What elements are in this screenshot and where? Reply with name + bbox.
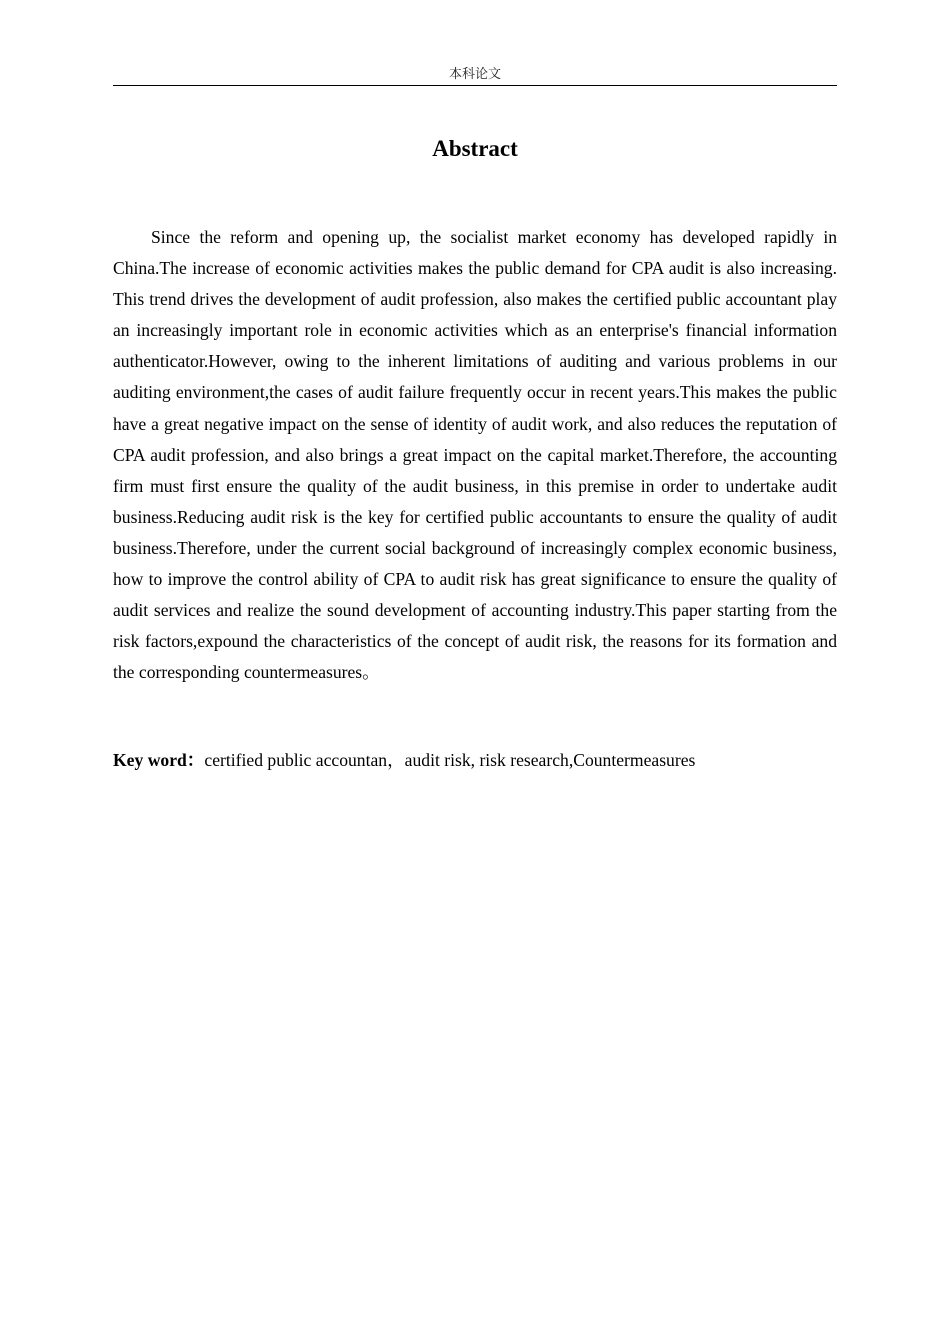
abstract-body: Since the reform and opening up, the socialist market economy has developed rapidly in China.The increase of economic activities makes the public demand for CPA audit is also increasing. This trend drives the development of audit profession, also makes the certified public accountant play an increasingly important role in economic activities which as an enterprise's financial information authenticator.However, owing to the inherent limitations of auditing and various problems in our auditing environment,the cases of audit failure frequently occur in recent years.This makes the public have a great negative impact on the sense of identity of audit work, and also reduces the reputation of CPA audit profession, and also brings a great impact on the capital market.Therefore, the accounting firm must first ensure the quality of the audit business, in this premise in order to undertake audit business.Reducing audit risk is the key for certified public accountants to ensure the quality of audit business.Therefore, under the current social background of increasingly complex economic business, how to improve the control ability of CPA to audit risk has great significance to ensure the quality of audit services and realize the sound development of accounting industry.This paper starting from the risk factors,expound the characteristics of the concept of audit risk, the reasons for its formation and the corresponding countermeasures。 — [113, 227, 837, 683]
keywords-line — [113, 745, 837, 775]
keywords-label: Key word： — [113, 750, 205, 770]
header-rule — [113, 85, 837, 86]
running-header: 本科论文 — [448, 67, 501, 82]
keywords-value: certified public accountan，audit risk, risk research,Countermeasures — [204, 750, 696, 770]
abstract-title: Abstract — [432, 136, 518, 161]
